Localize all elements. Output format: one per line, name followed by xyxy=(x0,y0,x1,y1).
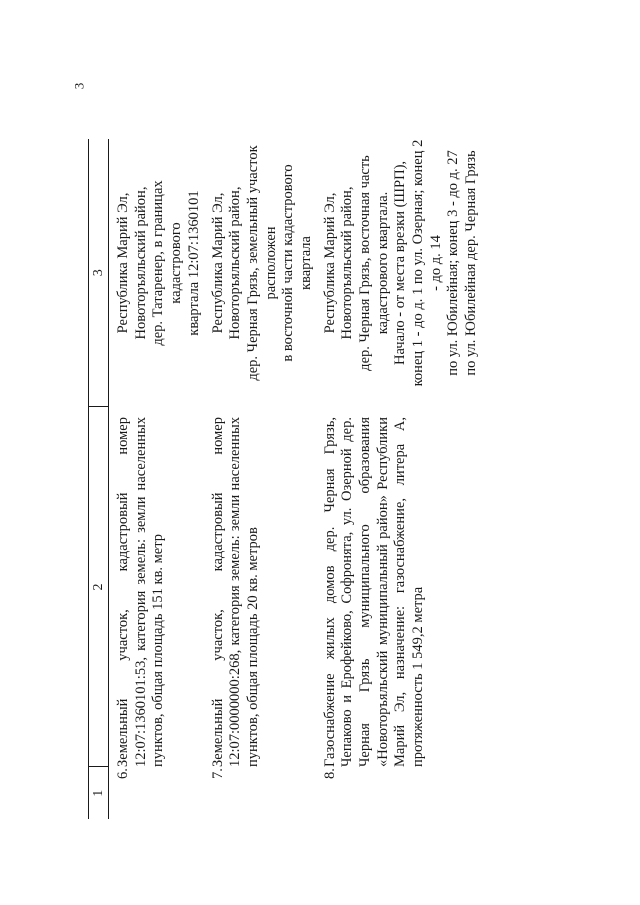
row-number: 7. xyxy=(209,768,226,779)
table-header-row xyxy=(89,139,109,819)
row-number: 6. xyxy=(115,768,132,779)
object-description: Земельный участок, кадастровый номер 12:07:0000000:268, категория земель: земли населенных пунктов, общая площадь 20 кв. метров xyxy=(209,417,261,767)
row-number: 8. xyxy=(321,768,338,779)
column-header-3: 3 xyxy=(89,139,109,407)
table-row xyxy=(316,139,481,819)
object-description: Газоснабжение жилых домов дер. Черная Грязь, Чепаково и Ерофейково, Софронята, ул. Озерной дер. Черная Грязь муниципального образования «Новоторъяльский муниципальный район» Республики Марий Эл, назначение: газоснабжение, литера А, протяженность 1 549,2 метра xyxy=(321,417,427,767)
column-header-2: 2 xyxy=(89,407,109,767)
object-location: Республика Марий Эл, Новоторъяльский район, дер. Татаренер, в границах кадастрового квартала 12:07:1360101 xyxy=(115,180,202,346)
column-header-1: 1 xyxy=(89,767,109,819)
page-number: 3 xyxy=(71,82,87,90)
table-row xyxy=(109,139,204,819)
object-description: Земельный участок, кадастровый номер 12:07:1360101:53, категория земель: земли населенных пунктов, общая площадь 151 кв. метр xyxy=(115,417,167,767)
property-table xyxy=(88,139,481,819)
table-row xyxy=(204,139,316,819)
object-location: Республика Марий Эл, Новоторъяльский район, дер. Черная Грязь, земельный участок расположен в восточной части кадастрового квартала xyxy=(209,145,314,381)
object-location: Республика Марий Эл, Новоторъяльский район, дер. Черная Грязь, восточная часть кадастрового квартала. Начало - от места врезки (ШРП), конец 1 - до д. 1 по ул. Озерная; конец 2 - до д. 14 по ул. Юбилейная; конец 3 - до д. 27 по ул. Юбилейная дер. Черная Грязь xyxy=(321,139,480,387)
